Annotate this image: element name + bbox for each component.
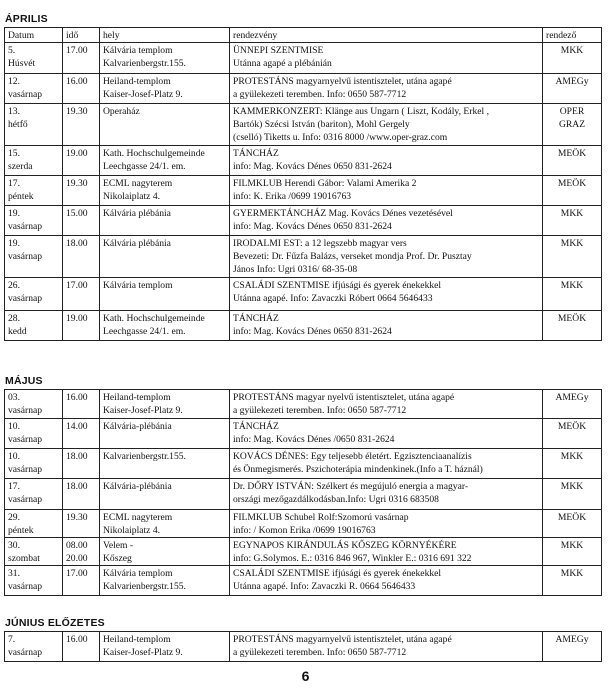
table-row <box>5 74 602 104</box>
date-day: vasárnap <box>8 494 43 505</box>
event-line: Utánna agapé a plébánián <box>233 58 332 69</box>
header-place: hely <box>100 28 230 43</box>
event-line: Utánna agapé. Info: Zavaczki R. 0664 5646433 <box>233 581 416 592</box>
cell-place <box>100 566 230 596</box>
date-number: 26. <box>8 280 20 291</box>
date-number: 13. <box>8 106 20 117</box>
place-line: Kath. Hochschulgemeinde <box>103 148 205 159</box>
date-day: péntek <box>8 191 34 202</box>
cell-organizer: MEÖK <box>543 311 602 341</box>
cell-place <box>100 43 230 74</box>
cell-event <box>230 206 543 236</box>
cell-time: 16.00 <box>63 632 100 662</box>
cell-date <box>5 390 63 419</box>
cell-date <box>5 104 63 146</box>
date-number: 29. <box>8 512 20 523</box>
cell-event <box>230 278 543 311</box>
cell-time: 16.00 <box>63 390 100 419</box>
table-row <box>5 538 602 566</box>
cell-date <box>5 566 63 596</box>
cell-place <box>100 479 230 510</box>
cell-time: 19.00 <box>63 311 100 341</box>
table-row <box>5 449 602 479</box>
events-table-may <box>4 389 602 596</box>
date-day: vasárnap <box>8 293 43 304</box>
cell-place <box>100 419 230 449</box>
event-line: FILMKLUB Herendi Gábor: Valami Amerika 2 <box>233 178 417 189</box>
cell-organizer: MKK <box>543 236 602 278</box>
cell-time: 16.00 <box>63 74 100 104</box>
event-line: a gyülekezeti teremben. Info: 0650 587-7712 <box>233 405 407 416</box>
cell-organizer: MEÖK <box>543 510 602 538</box>
place-line: Kaiser-Josef-Platz 9. <box>103 89 183 100</box>
event-line: info: Mag. Kovács Dénes 0650 831-2624 <box>233 221 392 232</box>
event-line: ÜNNEPI SZENTMISE <box>233 45 324 56</box>
cell-event <box>230 390 543 419</box>
cell-place <box>100 104 230 146</box>
cell-place <box>100 311 230 341</box>
cell-event <box>230 146 543 176</box>
event-line: info: G.Solymos. E.: 0316 846 967, Winkler E.: 0316 691 322 <box>233 553 472 564</box>
event-line: Utánna agapé. Info: Zavaczki Róbert 0664 5646433 <box>233 293 433 304</box>
table-row <box>5 236 602 278</box>
event-line: a gyülekezeti teremben. Info: 0650 587-7712 <box>233 89 407 100</box>
place-line: Kath. Hochschulgemeinde <box>103 313 205 324</box>
place-line: Kalvarienbergstr.155. <box>103 451 186 462</box>
date-day: vasárnap <box>8 221 43 232</box>
place-line: Kálvária templom <box>103 280 173 291</box>
date-day: szombat <box>8 553 40 564</box>
cell-place <box>100 206 230 236</box>
cell-organizer: AMEGy <box>543 390 602 419</box>
event-line: (cselló) Tiketts u. Info: 0316 8000 /www.oper-graz.com <box>233 132 448 143</box>
date-day: szerda <box>8 161 33 172</box>
table-row <box>5 419 602 449</box>
place-line: Leechgasse 24/1. em. <box>103 326 186 337</box>
cell-organizer: MKK <box>543 479 602 510</box>
place-line: Kalvarienbergstr.155. <box>103 581 186 592</box>
date-number: 17. <box>8 481 20 492</box>
header-event: rendezvény <box>230 28 543 43</box>
event-line: info: K. Erika /0699 19016763 <box>233 191 352 202</box>
cell-time: 14.00 <box>63 419 100 449</box>
cell-organizer: MKK <box>543 278 602 311</box>
header-date: Datum <box>5 28 63 43</box>
date-number: 30. <box>8 540 20 551</box>
events-table-april <box>4 27 602 341</box>
date-number: 12. <box>8 76 20 87</box>
section-title-may: MÁJUS <box>5 375 43 387</box>
event-line: info: Mag. Kovács Dénes 0650 831-2624 <box>233 326 392 337</box>
event-line: TÁNCHÁZ <box>233 148 279 159</box>
cell-event <box>230 74 543 104</box>
event-line: PROTESTÁNS magyarnyelvű istentisztelet, utána agapé <box>233 76 452 87</box>
cell-time: 08.00 20.00 <box>63 538 100 566</box>
event-line: info: Mag. Kovács Dénes /0650 831-2624 <box>233 434 395 445</box>
event-line: TÁNCHÁZ <box>233 313 279 324</box>
cell-organizer: MEÖK <box>543 419 602 449</box>
cell-date <box>5 510 63 538</box>
cell-organizer: OPER GRAZ <box>543 104 602 146</box>
cell-time: 18.00 <box>63 479 100 510</box>
place-line: Leechgasse 24/1. em. <box>103 161 186 172</box>
cell-time: 19.00 <box>63 146 100 176</box>
date-day: vasárnap <box>8 464 43 475</box>
place-line: Velem - <box>103 540 134 551</box>
section-title-april: ÁPRILIS <box>5 13 48 25</box>
cell-time: 15.00 <box>63 206 100 236</box>
event-line: KOVÁCS DÉNES: Egy teljesebb életért. Egzisztenciaanalízis <box>233 451 472 462</box>
date-day: vasárnap <box>8 405 43 416</box>
place-line: Heiland-templom <box>103 392 171 403</box>
cell-place <box>100 176 230 206</box>
date-number: 10. <box>8 421 20 432</box>
place-line: Kálvária-plébánia <box>103 481 172 492</box>
cell-time: 19.30 <box>63 104 100 146</box>
cell-date <box>5 146 63 176</box>
table-row <box>5 176 602 206</box>
events-table-june <box>4 631 602 662</box>
date-number: 19. <box>8 208 20 219</box>
cell-date <box>5 43 63 74</box>
table-row <box>5 206 602 236</box>
cell-event <box>230 538 543 566</box>
place-line: Kálvária plébánia <box>103 208 171 219</box>
place-line: Kálvária templom <box>103 568 173 579</box>
cell-place <box>100 74 230 104</box>
cell-event <box>230 176 543 206</box>
event-line: PROTESTÁNS magyarnyelvű istentisztelet, utána agapé <box>233 634 452 645</box>
cell-time: 17.00 <box>63 566 100 596</box>
cell-place <box>100 632 230 662</box>
date-day: vasárnap <box>8 647 43 658</box>
header-time: idő <box>63 28 100 43</box>
cell-place <box>100 538 230 566</box>
table-header-row <box>5 28 602 43</box>
cell-place <box>100 236 230 278</box>
date-number: 7. <box>8 634 16 645</box>
place-line: Nikolaiplatz 4. <box>103 191 161 202</box>
place-line: Kaiser-Josef-Platz 9. <box>103 647 183 658</box>
cell-place <box>100 146 230 176</box>
event-line: GYERMEKTÁNCHÁZ Mag. Kovács Dénes vezetésével <box>233 208 453 219</box>
date-day: vasárnap <box>8 434 43 445</box>
event-line: TÁNCHÁZ <box>233 421 279 432</box>
event-line: IRODALMI EST: a 12 legszebb magyar vers <box>233 238 407 249</box>
cell-time: 18.00 <box>63 449 100 479</box>
cell-organizer: MKK <box>543 449 602 479</box>
cell-date <box>5 278 63 311</box>
date-number: 15. <box>8 148 20 159</box>
cell-place <box>100 278 230 311</box>
cell-date <box>5 311 63 341</box>
date-day: vasárnap <box>8 251 43 262</box>
cell-date <box>5 479 63 510</box>
table-row <box>5 278 602 311</box>
cell-event <box>230 566 543 596</box>
cell-organizer: MEÖK <box>543 146 602 176</box>
table-row <box>5 566 602 596</box>
cell-date <box>5 419 63 449</box>
cell-organizer: MKK <box>543 538 602 566</box>
event-line: és Önmegismerés. Pszichoterápia mindenkinek.(Info a T. háznál) <box>233 464 483 475</box>
date-day: Húsvét <box>8 58 36 69</box>
cell-event <box>230 510 543 538</box>
event-line: info: Mag. Kovács Dénes 0650 831-2624 <box>233 161 392 172</box>
section-title-june: JÚNIUS ELŐZETES <box>5 617 105 629</box>
event-line: országi mezőgazdálkodásban.Info: Ugri 0316 683508 <box>233 494 439 505</box>
date-number: 03. <box>8 392 20 403</box>
event-line: Bartók) Szécsi István (bariton), Mohl Gergely <box>233 119 410 130</box>
place-line: Kálvária plébánia <box>103 238 171 249</box>
cell-event <box>230 311 543 341</box>
cell-time: 17.00 <box>63 43 100 74</box>
cell-event <box>230 479 543 510</box>
cell-place <box>100 510 230 538</box>
table-row <box>5 479 602 510</box>
cell-date <box>5 206 63 236</box>
cell-event <box>230 236 543 278</box>
event-line: PROTESTÁNS magyar nyelvű istentisztelet, utána agapé <box>233 392 455 403</box>
cell-organizer: MKK <box>543 206 602 236</box>
table-row <box>5 146 602 176</box>
cell-date <box>5 74 63 104</box>
place-line: Operaház <box>103 106 140 117</box>
date-day: vasárnap <box>8 581 43 592</box>
cell-place <box>100 390 230 419</box>
cell-time: 19.30 <box>63 176 100 206</box>
date-number: 17. <box>8 178 20 189</box>
event-line: CSALÁDI SZENTMISE ifjúsági és gyerek énekekkel <box>233 280 442 291</box>
event-line: FILMKLUB Schubel Rolf:Szomorú vasárnap <box>233 512 409 523</box>
event-line: EGYNAPOS KIRÁNDULÁS KŐSZEG KÖRNYÉKÉRE <box>233 540 457 551</box>
event-line: KAMMERKONZERT: Klänge aus Ungarn ( Liszt, Kodály, Erkel , <box>233 106 489 117</box>
date-number: 28. <box>8 313 20 324</box>
cell-time: 17.00 <box>63 278 100 311</box>
cell-time: 19.30 <box>63 510 100 538</box>
date-day: kedd <box>8 326 27 337</box>
event-line: János Info: Ugri 0316/ 68-35-08 <box>233 264 358 275</box>
cell-date <box>5 538 63 566</box>
date-day: vasárnap <box>8 89 43 100</box>
event-line: Bevezeti: Dr. Fűzfa Balázs, verseket mondja Prof. Dr. Pusztay <box>233 251 472 262</box>
table-row <box>5 632 602 662</box>
page-number: 6 <box>301 668 310 684</box>
place-line: Heiland-templom <box>103 634 171 645</box>
date-number: 5. <box>8 45 16 56</box>
date-number: 19. <box>8 238 20 249</box>
table-row <box>5 510 602 538</box>
date-day: hétfő <box>8 119 28 130</box>
cell-date <box>5 176 63 206</box>
place-line: Kálvária templom <box>103 45 173 56</box>
cell-event <box>230 449 543 479</box>
place-line: ECML nagyterem <box>103 178 173 189</box>
place-line: Heiland-templom <box>103 76 171 87</box>
event-line: CSALÁDI SZENTMISE ifjúsági és gyerek énekekkel <box>233 568 442 579</box>
cell-event <box>230 632 543 662</box>
cell-place <box>100 449 230 479</box>
cell-organizer: MKK <box>543 566 602 596</box>
place-line: Kálvária-plébánia <box>103 421 172 432</box>
place-line: ECML nagyterem <box>103 512 173 523</box>
table-row <box>5 311 602 341</box>
table-row <box>5 104 602 146</box>
place-line: Kaiser-Josef-Platz 9. <box>103 405 183 416</box>
cell-event <box>230 104 543 146</box>
event-line: info: / Komon Erika /0699 19016763 <box>233 525 376 536</box>
cell-organizer: MEÖK <box>543 176 602 206</box>
cell-date <box>5 236 63 278</box>
date-number: 10. <box>8 451 20 462</box>
cell-event <box>230 419 543 449</box>
cell-organizer: AMEGy <box>543 74 602 104</box>
date-day: péntek <box>8 525 34 536</box>
cell-organizer: AMEGy <box>543 632 602 662</box>
cell-date <box>5 449 63 479</box>
header-org: rendező <box>543 28 602 43</box>
place-line: Nikolaiplatz 4. <box>103 525 161 536</box>
cell-date <box>5 632 63 662</box>
place-line: Kőszeg <box>103 553 132 564</box>
event-line: Dr. DŐRY ISTVÁN: Szélkert és megújuló energia a magyar- <box>233 481 469 492</box>
table-row <box>5 390 602 419</box>
cell-event <box>230 43 543 74</box>
table-row <box>5 43 602 74</box>
cell-time: 18.00 <box>63 236 100 278</box>
place-line: Kalvarienbergstr.155. <box>103 58 186 69</box>
event-line: a gyülekezeti teremben. Info: 0650 587-7712 <box>233 647 407 658</box>
cell-organizer: MKK <box>543 43 602 74</box>
date-number: 31. <box>8 568 20 579</box>
